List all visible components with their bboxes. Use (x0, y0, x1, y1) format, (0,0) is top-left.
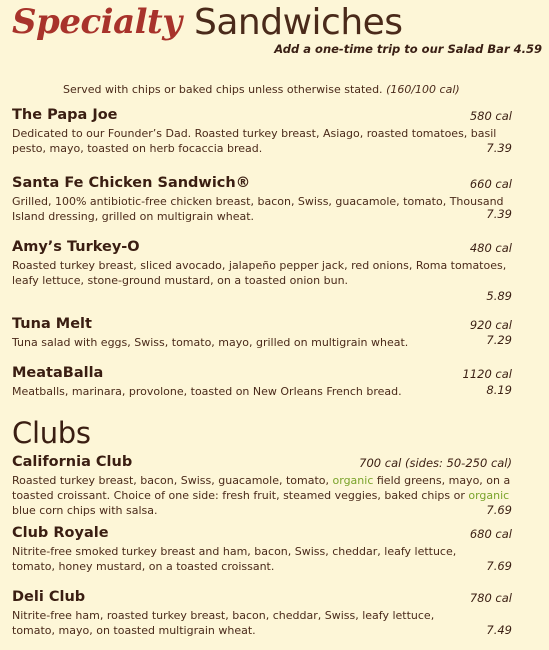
item-description: Dedicated to our Founder’s Dad. Roasted turkey breast, Asiago, roasted tomatoes, basil pesto, mayo, toasted on herb focaccia bread. (12, 127, 497, 155)
item-price: 7.39 (486, 141, 512, 155)
menu-header (12, 2, 542, 56)
title-sandwiches: Sandwiches (194, 2, 403, 43)
item-price: 5.89 (486, 289, 512, 303)
item-calories: 660 cal (469, 177, 512, 191)
item-calories: 580 cal (469, 109, 512, 123)
item-calories: 1120 cal (462, 367, 512, 381)
title-specialty: Specialty (12, 2, 182, 42)
item-name: Tuna Melt (12, 316, 92, 332)
served-note-text: Served with chips or baked chips unless otherwise stated. (63, 83, 387, 96)
item-calories: 480 cal (469, 241, 512, 255)
item-description: Meatballs, marinara, provolone, toasted on New Orleans French bread. (12, 385, 402, 398)
item-price: 7.29 (486, 333, 512, 347)
item-name: Amy’s Turkey-O (12, 239, 140, 255)
desc-part: field greens, mayo, on a toasted croissant. Choice of one side: fresh fruit, steamed veggies, baked chips or (12, 474, 511, 502)
served-note (63, 83, 460, 96)
organic-label: organic (468, 489, 510, 502)
item-description: Tuna salad with eggs, Swiss, tomato, mayo, grilled on multigrain wheat. (12, 336, 409, 349)
organic-label: organic (332, 474, 374, 487)
item-name: Club Royale (12, 525, 109, 541)
item-name: California Club (12, 454, 133, 470)
item-description: Grilled, 100% antibiotic-free chicken breast, bacon, Swiss, guacamole, tomato, Thousand Island dressing, grilled on multigrain wheat. (12, 195, 504, 223)
item-name: The Papa Joe (12, 107, 118, 123)
item-description: Roasted turkey breast, sliced avocado, jalapeño pepper jack, red onions, Roma tomatoes, leafy lettuce, stone-ground mustard, on a toasted onion bun. (12, 259, 507, 287)
item-price: 7.69 (486, 559, 512, 573)
item-calories: 700 cal (sides: 50-250 cal) (359, 456, 512, 470)
item-price: 8.19 (486, 383, 512, 397)
item-name: Deli Club (12, 589, 86, 605)
served-note-calories: (160/100 cal) (386, 83, 460, 96)
item-calories: 920 cal (469, 318, 512, 332)
item-calories: 780 cal (469, 591, 512, 605)
item-price: 7.69 (486, 503, 512, 517)
salad-bar-addon: Add a one-time trip to our Salad Bar 4.59 (274, 42, 542, 56)
desc-part: Roasted turkey breast, bacon, Swiss, guacamole, tomato, (12, 474, 333, 487)
item-description: Nitrite-free smoked turkey breast and ham, bacon, Swiss, cheddar, leafy lettuce, tomato, honey mustard, on a toasted croissant. (12, 545, 457, 573)
item-price: 7.49 (486, 623, 512, 637)
item-description (12, 473, 512, 518)
item-name: Santa Fe Chicken Sandwich® (12, 175, 251, 191)
item-name: MeataBalla (12, 365, 104, 381)
desc-part: blue corn chips with salsa. (12, 504, 158, 517)
item-description: Nitrite-free ham, roasted turkey breast, bacon, cheddar, Swiss, leafy lettuce, tomato, mayo, on toasted multigrain wheat. (12, 609, 435, 637)
item-calories: 680 cal (469, 527, 512, 541)
clubs-heading: Clubs (12, 416, 91, 450)
item-price: 7.39 (486, 207, 512, 221)
